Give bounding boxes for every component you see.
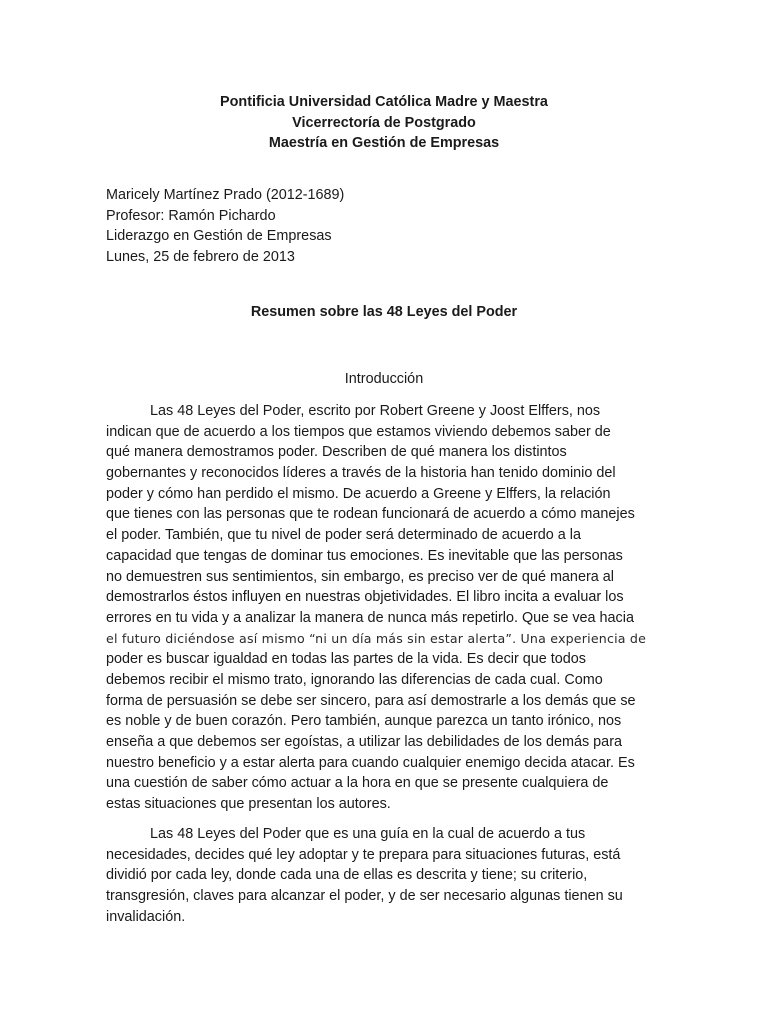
text-line: no demuestren sus sentimientos, sin embargo, es preciso ver de qué manera al (106, 568, 614, 585)
text-line: nuestro beneficio y a estar alerta para cuando cualquier enemigo decida atacar. Es (106, 754, 635, 771)
paragraph-2 (106, 824, 666, 927)
text-line: Las 48 Leyes del Poder, escrito por Robert Greene y Joost Elffers, nos (150, 403, 601, 419)
course-name: Liderazgo en Gestión de Empresas (106, 228, 332, 244)
text-line: gobernantes y reconocidos líderes a través de la historia han tenido dominio del (106, 465, 616, 482)
text-line: poder y cómo han perdido el mismo. De acuerdo a Greene y Elffers, la relación (106, 485, 611, 502)
text-line: enseña a que debemos ser egoístas, a utilizar las debilidades de los demás para (106, 734, 622, 750)
text-line: estas situaciones que presentan los autores. (106, 796, 391, 813)
professor-name: Profesor: Ramón Pichardo (106, 207, 276, 224)
author-info (106, 185, 344, 267)
text-line: demostrarlos éstos influyen en nuestras objetividades. El libro incita a evaluar los (106, 589, 624, 606)
text-line: errores en tu vida y a analizar la manera de nunca más repetirlo. Que se vea hacia (106, 609, 634, 626)
author-name: Maricely Martínez Prado (2012-1689) (106, 187, 345, 203)
text-line: que tienes con las personas que te rodean funcionará de acuerdo a cómo manejes (106, 506, 635, 523)
text-line: debemos recibir el mismo trato, ignorando las diferencias de cada cual. Como (106, 671, 603, 688)
text-line: Las 48 Leyes del Poder que es una guía en la cual de acuerdo a tus (150, 826, 586, 842)
text-line: el futuro diciéndose así mismo “ni un día más sin estar alerta”. Una experiencia de (106, 630, 647, 646)
document-title: Resumen sobre las 48 Leyes del Poder (250, 304, 518, 320)
section-title: Introducción (344, 371, 424, 387)
text-line: qué manera demostramos poder. Describen de qué manera los distintos (106, 444, 567, 461)
text-line: dividió por cada ley, donde cada una de ellas es descrita y tiene; su criterio, (106, 867, 588, 884)
text-line: capacidad que tengas de dominar tus emociones. Es inevitable que las personas (106, 547, 623, 564)
text-line: forma de persuasión se debe ser sincero, para así demostrarle a los demás que se (106, 692, 636, 709)
program-name: Maestría en Gestión de Empresas (268, 135, 500, 151)
text-line: es noble y de buen corazón. Pero también, aunque parezca un tanto irónico, nos (106, 713, 622, 730)
text-line: una cuestión de saber cómo actuar a la hora en que se presente cualquiera de (106, 775, 609, 792)
institution-header (0, 92, 768, 154)
vice-rectorate: Vicerrectoría de Postgrado (292, 114, 476, 131)
text-line: indican que de acuerdo a los tiempos que estamos viviendo debemos saber de (106, 423, 611, 440)
text-line: necesidades, decides qué ley adoptar y te prepara para situaciones futuras, está (106, 846, 621, 863)
text-line: invalidación. (106, 908, 186, 925)
text-line: transgresión, claves para alcanzar el poder, y de ser necesario algunas tienen su (106, 888, 623, 905)
university-name: Pontificia Universidad Católica Madre y Maestra (220, 94, 548, 110)
text-line: poder es buscar igualdad en todas las partes de la vida. Es decir que todos (106, 651, 586, 668)
document-date: Lunes, 25 de febrero de 2013 (106, 248, 295, 265)
text-line: el poder. También, que tu nivel de poder será determinado de acuerdo a la (106, 527, 581, 544)
paragraph-1 (106, 401, 666, 815)
